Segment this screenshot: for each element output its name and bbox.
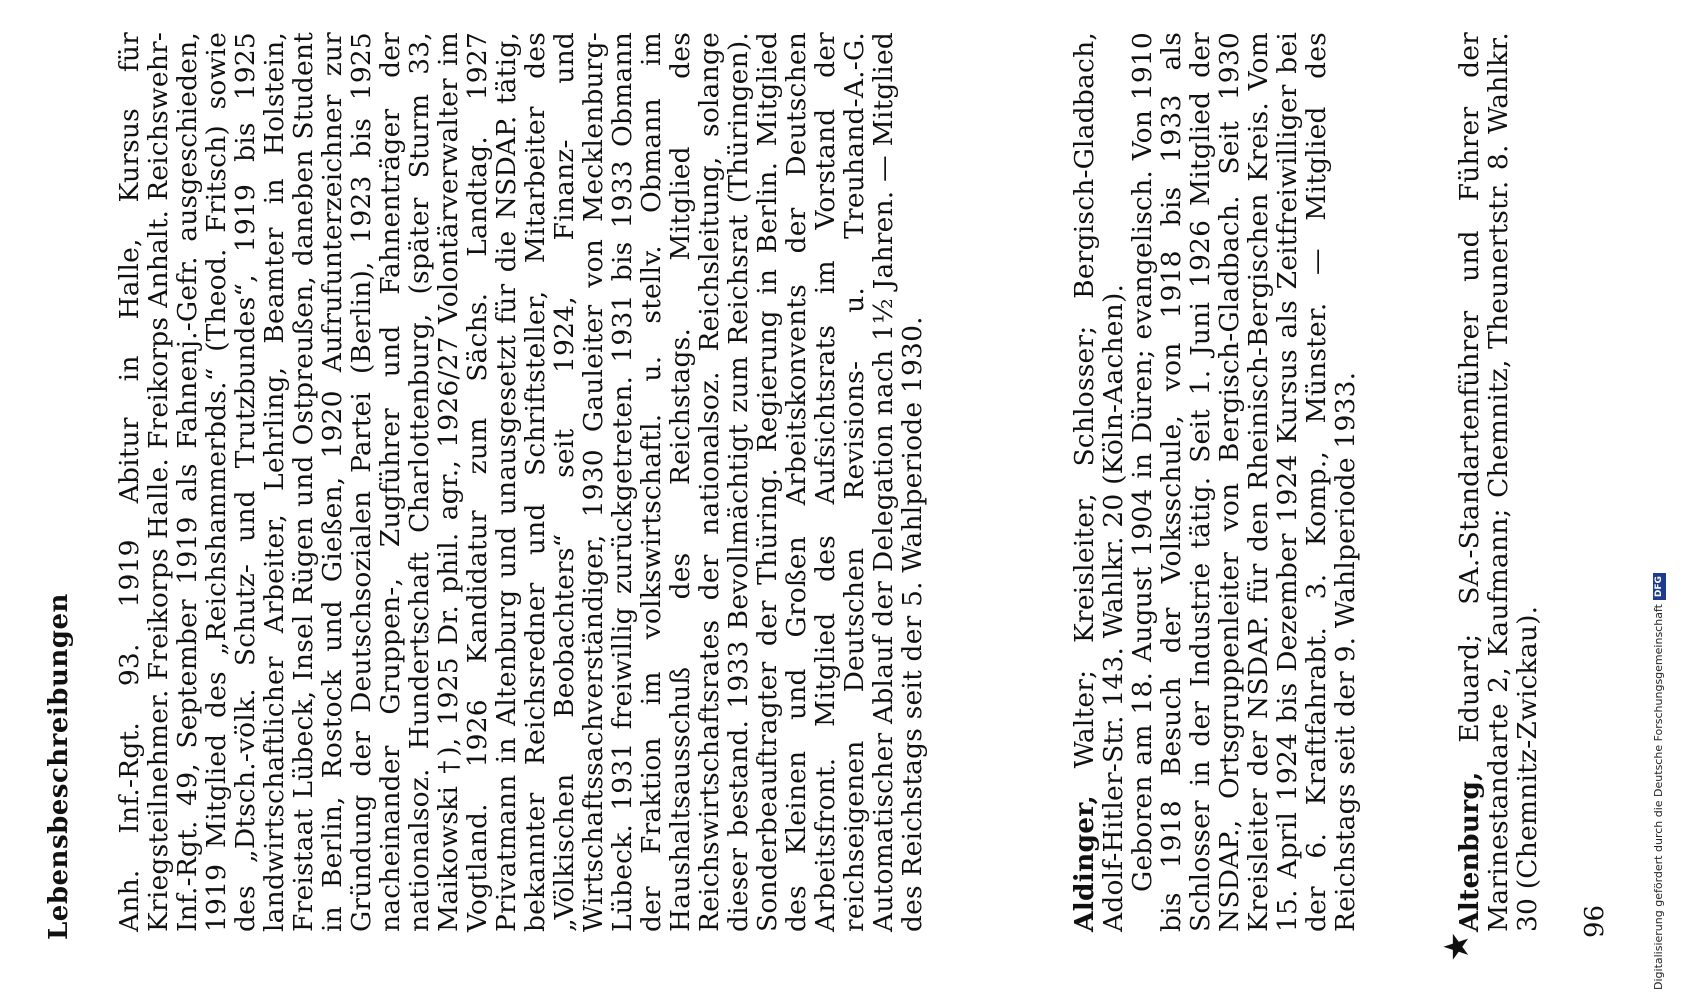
biography-entry-altenburg	[1455, 32, 1542, 932]
dfg-logo: DFG	[1653, 573, 1666, 600]
entry-header	[1455, 32, 1542, 932]
biography-text: Geboren am 18. August 1904 in Düren; evangelisch. Von 1910 bis 1918 Besuch der Volksschule, von 1918 bis 1933 als Schlosser in der Industrie tätig. Seit 1. Juni 1926 Mitglied der NSDAP., Ortsgruppenleiter von Bergisch-Gladbach. Seit 1930 Kreisleiter der NSDAP. für den Rheinisch-Bergischen Kreis. Vom 15. April 1924 bis Dezember 1924 Kursus als Zeitfreiwilliger bei der 6. Kraftfahrabt. 3. Komp., Münster. — Mitglied des Reichstags seit der 9. Wahlperiode 1933.	[1127, 32, 1361, 932]
entry-name: Aldinger,	[1069, 795, 1100, 932]
entry-header	[1070, 32, 1128, 932]
page-number: 96	[1580, 904, 1610, 938]
entry-name: Altenburg,	[1454, 771, 1485, 932]
page-heading: Lebensbeschreibungen	[44, 593, 74, 940]
biography-entry-aldinger	[1070, 32, 1360, 932]
entry-head-text: Eduard; SA.-Standartenführer und Führer der Marinestandarte 2, Kaufmann; Chemnitz, Theunertstr. 8. Wahlkr. 30 (Chemnitz-Zwickau).	[1454, 32, 1543, 932]
digitization-credit-text: Digitalisierung gefördert durch die Deutsche Forschungsgemeinschaft	[1652, 604, 1665, 990]
star-icon: ★	[1437, 931, 1477, 962]
biography-entry-continued	[115, 32, 927, 932]
biography-text: Anh. Inf.-Rgt. 93. 1919 Abitur in Halle, Kursus für Kriegsteilnehmer. Freikorps Halle. Freikorps Anhalt. Reichswehr-Inf.-Rgt. 49, September 1919 als Fahnenj.-Gefr. ausgeschieden, 1919 Mitglied des „Reichshammerbds.“ (Theod. Fritsch) sowie des „Dtsch.-völk. Schutz- und Trutzbundes“, 1919 bis 1925 landwirtschaftlicher Arbeiter, Lehrling, Beamter in Holstein, Freistaat Lübeck, Insel Rügen und Ostpreußen, daneben Student in Berlin, Rostock und Gießen, 1920 Aufrufunterzeichner zur Gründung der Deutschsozialen Partei (Berlin), 1923 bis 1925 nacheinander Gruppen-, Zugführer und Fahnenträger der nationalsoz. Hundertschaft Charlottenburg, (später Sturm 33, Maikowski †), 1925 Dr. phil. agr., 1926/27 Volontärverwalter im Vogtland. 1926 Kandidatur zum Sächs. Landtag. 1927 Privatmann in Altenburg und unausgesetzt für die NSDAP. tätig, bekannter Reichsredner und Schriftsteller, Mitarbeiter des „Völkischen Beobachters“ seit 1924, Finanz- und Wirtschaftssachverständiger, 1930 Gauleiter von Mecklenburg-Lübeck. 1931 freiwillig zurückgetreten. 1931 bis 1933 Obmann der Fraktion im volkswirtschaftl. u. stellv. Obmann im Haushaltsausschuß des Reichstags. Mitglied des Reichswirtschaftsrates der nationalsoz. Reichsleitung, solange dieser bestand. 1933 Bevollmächtigt zum Reichsrat (Thüringen). Sonderbeauftragter der Thüring. Regierung in Berlin. Mitglied des Kleinen und Großen Arbeitskonvents der Deutschen Arbeitsfront. Mitglied des Aufsichtsrats im Vorstand der reichseigenen Deutschen Revisions- u. Treuhand-A.-G. Automatischer Ablauf der Delegation nach 1½ Jahren. — Mitglied des Reichstags seit der 5. Wahlperiode 1930.	[114, 32, 928, 932]
digitization-credit	[1652, 573, 1666, 990]
entry-head-text: Walter; Kreisleiter, Schlosser; Bergisch-Gladbach, Adolf-Hitler-Str. 143. Wahlkr. 20 (Köln-Aachen).	[1069, 32, 1129, 932]
